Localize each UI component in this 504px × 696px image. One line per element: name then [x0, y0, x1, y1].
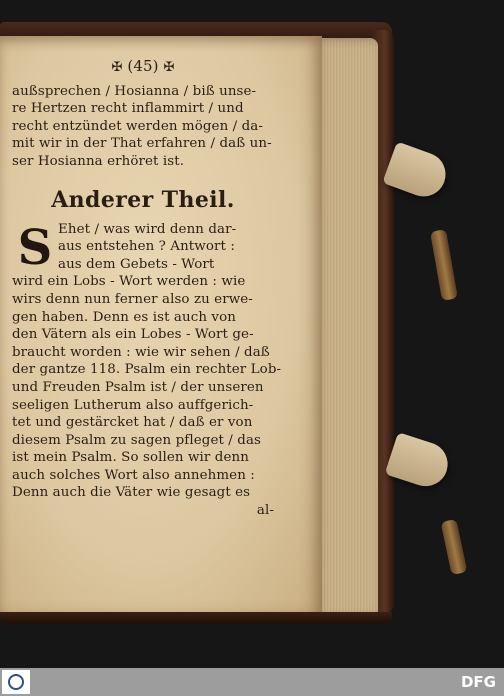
text-line: mit wir in der That erfahren / daß un-	[12, 136, 272, 152]
page-text	[12, 57, 282, 520]
text-line: braucht worden : wie wir sehen / daß	[12, 344, 270, 360]
dropcap-letter: S	[17, 219, 53, 276]
ornament-right-icon: ✠	[163, 60, 175, 75]
ornament-left-icon: ✠	[111, 60, 123, 75]
text-line: auch solches Wort also annehmen :	[12, 467, 255, 483]
clasp-metal-bottom	[441, 519, 468, 575]
text-line: recht entzündet werden mögen / da-	[12, 118, 264, 134]
text-line: re Hertzen recht inflammirt / und	[12, 101, 244, 117]
text-line: diesem Psalm zu sagen pfleget / das	[12, 432, 262, 448]
text-line: gen haben. Denn es ist auch von	[12, 309, 236, 325]
library-seal-icon	[8, 674, 24, 690]
text-line: außsprechen / Hosianna / biß unse-	[12, 83, 257, 99]
dfg-logo: DFG	[460, 673, 496, 691]
text-line: wird ein Lobs - Wort werden : wie	[12, 274, 246, 290]
clasp-strap-bottom	[385, 432, 454, 492]
text-line: aus dem Gebets - Wort	[58, 256, 215, 272]
text-line: der gantze 118. Psalm ein rechter Lob-	[12, 362, 282, 378]
dropcap-paragraph	[12, 221, 274, 274]
text-line: den Vätern als ein Lobes - Wort ge-	[12, 327, 254, 343]
text-line: Ehet / was wird denn dar-	[58, 221, 237, 237]
footer-bar	[0, 668, 504, 696]
text-line: ser Hosianna erhöret ist.	[12, 153, 185, 169]
text-line: aus entstehen ? Antwort :	[58, 239, 235, 255]
library-logo-icon	[2, 670, 30, 694]
catchword: al-	[256, 503, 274, 519]
text-line: wirs denn nun ferner also zu erwe-	[12, 291, 253, 307]
page-number: (45)	[127, 57, 159, 75]
clasp-metal-top	[430, 229, 458, 301]
section-heading: Anderer Theil.	[51, 186, 235, 213]
text-line: tet und gestärcket hat / daß er von	[12, 415, 253, 431]
text-line: Denn auch die Väter wie gesagt es	[12, 485, 251, 501]
text-line: seeligen Lutherum also auffgerich-	[12, 397, 254, 413]
page-header	[12, 58, 274, 77]
text-line: ist mein Psalm. So sollen wir denn	[12, 450, 249, 466]
text-line: und Freuden Psalm ist / der unseren	[12, 379, 264, 395]
book-cover-bottom	[0, 612, 392, 624]
